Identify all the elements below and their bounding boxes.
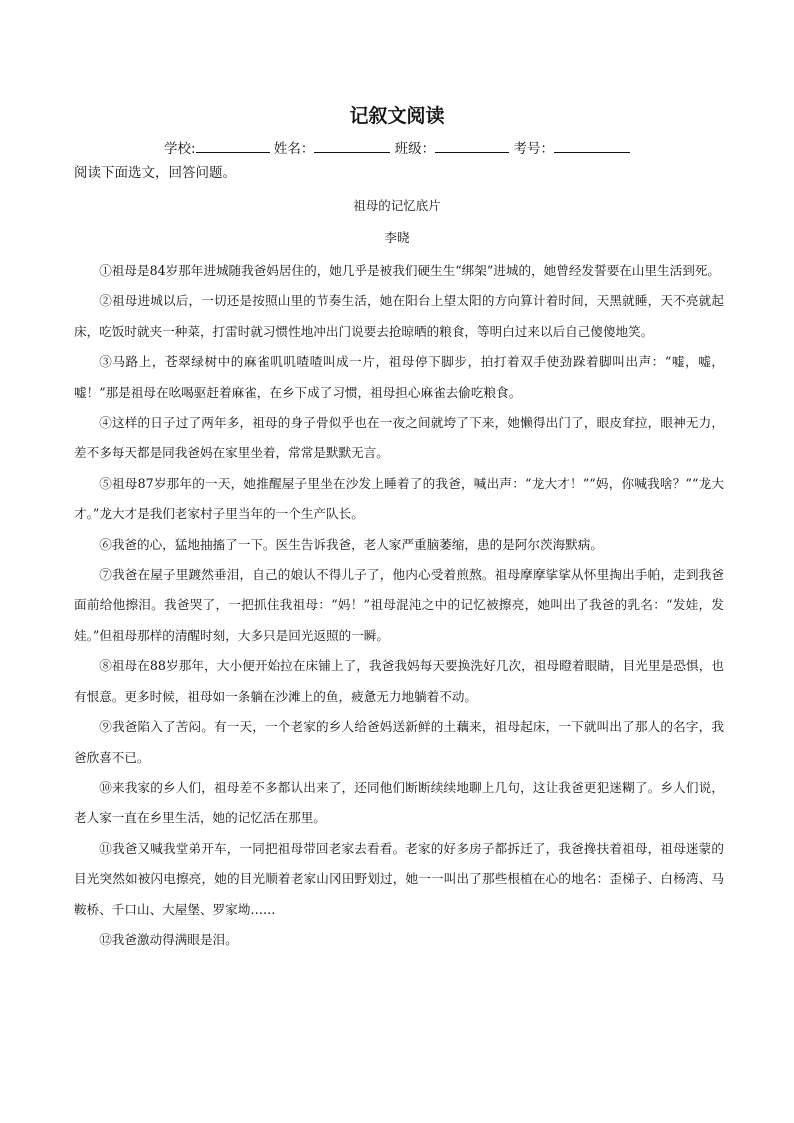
school-label: 学校:: [164, 141, 196, 157]
class-label: 班级：: [394, 141, 436, 157]
paragraph-10: ⑩来我家的乡人们，祖母差不多都认出来了，还同他们断断续续地聊上几句，这让我爸更犯迷糊了。乡人们说，老人家一直在乡里生活，她的记忆活在那里。: [74, 779, 724, 826]
paragraph-6: ⑥我爸的心，猛地抽搐了一下。医生告诉我爸，老人家严重脑萎缩，患的是阿尔茨海默病。: [99, 536, 603, 552]
name-blank[interactable]: [314, 138, 390, 153]
paragraph-2: ②祖母进城以后，一切还是按照山里的节奏生活，她在阳台上望太阳的方向算计着时间，天黑就睡，天不亮就起床，吃饭时就夹一种菜，打雷时就习惯性地冲出门说要去抢晾晒的粮食，等明白过来以后自己傻傻地笑。: [74, 293, 724, 339]
essay-body: [74, 256, 724, 955]
paragraph-3: ③马路上，苍翠绿树中的麻雀叽叽喳喳叫成一片，祖母停下脚步，拍打着双手使劲跺着脚叫出声：“嘘，嘘，嘘！”那是祖母在吆喝驱赶着麻雀，在乡下成了习惯，祖母担心麻雀去偷吃粮食。: [74, 354, 724, 400]
name-label: 姓名：: [273, 141, 315, 157]
student-info-row: [0, 138, 794, 159]
exam-number-blank[interactable]: [554, 138, 630, 153]
paragraph-5: ⑤祖母87岁那年的一天，她推醒屋子里坐在沙发上睡着了的我爸，喊出声：“龙大才！”“妈，你喊我啥？”“龙大才。”龙大才是我们老家村子里当年的一个生产队长。: [74, 475, 724, 522]
instruction-text: 阅读下面选文，回答问题。: [74, 165, 236, 181]
paragraph-4: ④这样的日子过了两年多，祖母的身子骨似乎也在一夜之间就垮了下来，她懒得出门了，眼皮耷拉，眼神无力，差不多每天都是同我爸妈在家里坐着，常常是默默无言。: [74, 415, 724, 461]
exam-number-label: 考号：: [513, 141, 554, 157]
paragraph-11: ⑪我爸又喊我堂弟开车，一同把祖母带回老家去看看。老家的好多房子都拆迁了，我爸搀扶着祖母，祖母迷蒙的目光突然如被闪电擦亮，她的目光顺着老家山冈田野划过，她一一叫出了那些根植在心的地名：歪梯子、白杨湾、马鞍桥、千口山、大屋堡、罗家坳……: [74, 840, 724, 917]
school-blank[interactable]: [196, 138, 270, 153]
essay-author: 李晓: [384, 230, 410, 245]
exam-number-field: [513, 138, 630, 159]
name-field: [274, 138, 391, 159]
school-field: [164, 138, 270, 159]
document-title: 记叙文阅读: [349, 105, 445, 127]
paragraph-12: ⑫我爸激动得满眼是泪。: [99, 931, 238, 947]
class-field: [395, 138, 510, 159]
paragraph-7: ⑦我爸在屋子里踱然垂泪，自己的娘认不得儿子了，他内心受着煎熬。祖母摩摩挲挲从怀里掏出手帕，走到我爸面前给他擦泪。我爸哭了，一把抓住我祖母：“妈！”祖母混沌之中的记忆被擦亮，她叫出了我爸的乳名：“发娃，发娃。”但祖母那样的清醒时刻，大多只是回光返照的一瞬。: [74, 567, 724, 643]
essay-title: 祖母的记忆底片: [353, 198, 441, 213]
paragraph-8: ⑧祖母在88岁那年，大小便开始拉在床铺上了，我爸我妈每天要换洗好几次，祖母瞪着眼睛，目光里是恐惧，也有恨意。更多时候，祖母如一条躺在沙滩上的鱼，疲惫无力地躺着不动。: [74, 658, 724, 704]
paragraph-1: ①祖母是84岁那年进城随我爸妈居住的，她几乎是被我们硬生生“绑架”进城的，她曾经发誓要在山里生活到死。: [99, 263, 720, 278]
paragraph-9: ⑨我爸陷入了苦闷。有一天，一个老家的乡人给爸妈送新鲜的土藕来，祖母起床，一下就叫出了那人的名字，我爸欣喜不已。: [74, 719, 724, 765]
class-blank[interactable]: [435, 138, 509, 153]
